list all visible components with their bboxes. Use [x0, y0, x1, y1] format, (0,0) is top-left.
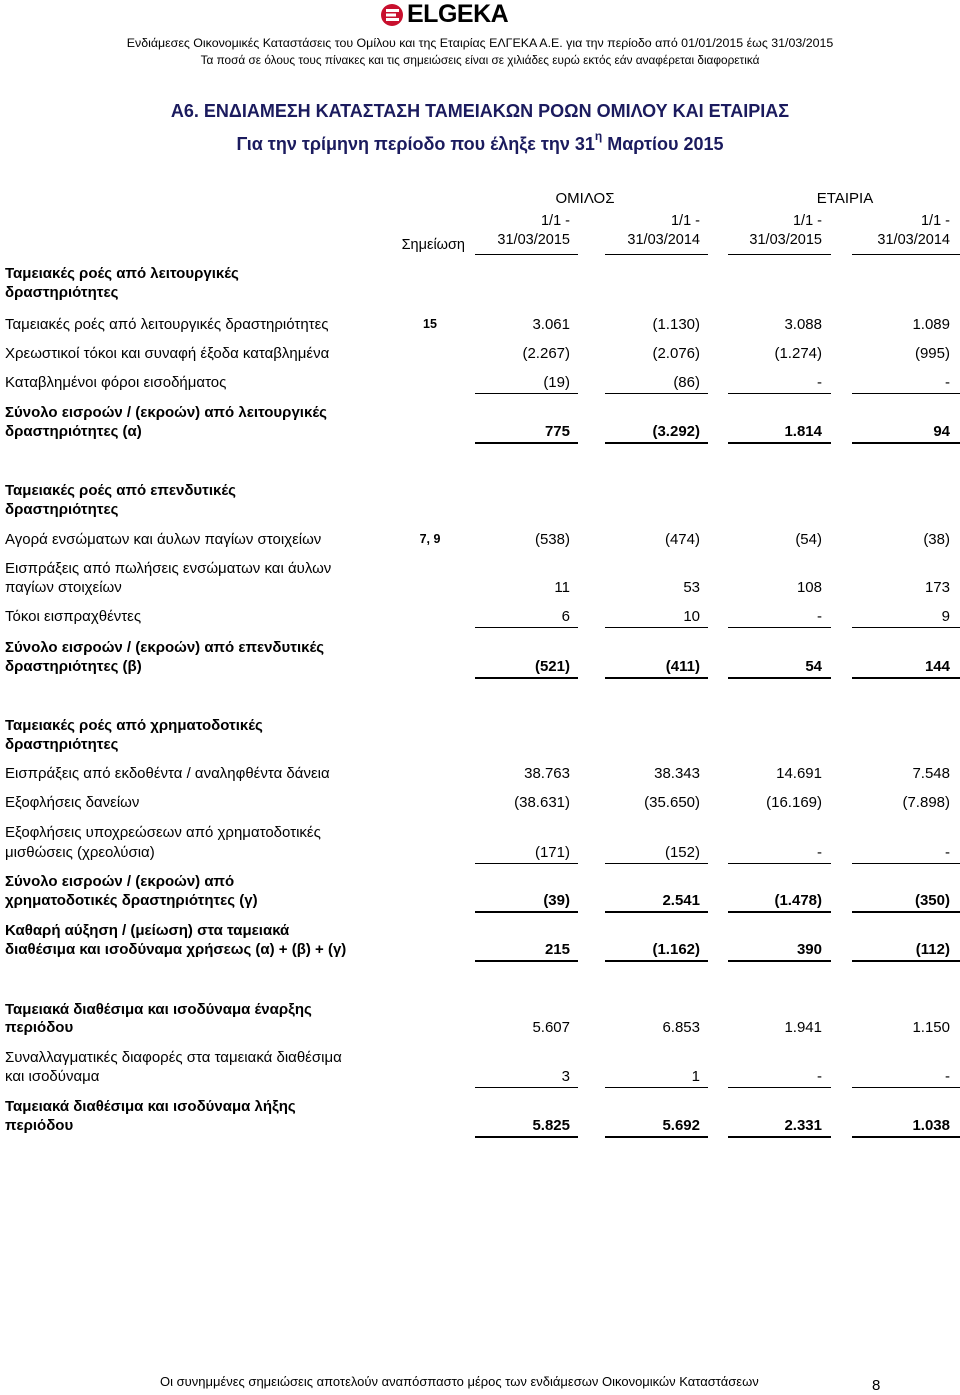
row-value-c2: (411) [665, 658, 700, 675]
page-footer: Οι συνημμένες σημειώσεις αποτελούν αναπόσπαστο μέρος των ενδιάμεσων Οικονομικών Καταστάσεων [160, 1374, 759, 1389]
row-value-c2: (1.130) [652, 316, 700, 333]
row-value-c3: 390 [796, 941, 822, 958]
row-label: Σύνολο εισροών / (εκροών) από λειτουργικές [5, 404, 327, 421]
subtotal-line-c4 [852, 863, 960, 864]
row-value-c1: (19) [543, 374, 570, 391]
subtotal-line-c4 [852, 393, 960, 394]
row-label: δραστηριότητες (α) [5, 423, 142, 440]
row-value-c1: (538) [534, 531, 570, 548]
row-value-c3: 3.088 [784, 316, 822, 333]
document-header-line-2: Τα ποσά σε όλους τους πίνακες και τις σημειώσεις είναι σε χιλιάδες ευρώ εκτός εάν αναφέρεται διαφορετικά [200, 53, 760, 67]
row-label: και ισοδύναμα [5, 1068, 100, 1085]
row-value-c3: (54) [795, 531, 822, 548]
row-value-c1: (171) [534, 844, 570, 861]
row-value-c3: 54 [805, 658, 822, 675]
section-heading-financing-line2: δραστηριότητες [5, 736, 119, 753]
subtotal-line-c4 [852, 1087, 960, 1088]
row-label: περιόδου [5, 1117, 74, 1134]
total-line-c4 [852, 442, 960, 444]
group-header-etairia: ΕΤΑΙΡΙΑ [816, 190, 874, 207]
col4-header-underline [852, 254, 960, 255]
row-label: Ταμειακές ροές από λειτουργικές δραστηριότητες [5, 316, 329, 333]
subtotal-line-c3 [728, 863, 831, 864]
subtotal-line-c3 [728, 1087, 831, 1088]
row-value-c1: 3 [561, 1068, 570, 1085]
row-value-c4: - [945, 844, 950, 861]
total-line-c1 [475, 1136, 578, 1138]
row-value-c2: 5.692 [662, 1117, 700, 1134]
row-label: Καταβλημένοι φόροι εισοδήματος [5, 374, 227, 391]
row-value-c4: (38) [923, 531, 950, 548]
row-label: Τόκοι εισπραχθέντες [5, 608, 142, 625]
total-line-c3 [728, 911, 831, 913]
row-value-c1: 5.825 [532, 1117, 570, 1134]
subtotal-line-c2 [605, 863, 708, 864]
row-value-c2: 53 [683, 579, 700, 596]
section-heading-investing-line1: Ταμειακές ροές από επενδυτικές [5, 482, 236, 499]
row-value-c3: 14.691 [776, 765, 822, 782]
col2-header-line1: 1/1 - [670, 213, 700, 229]
subtotal-line-c1 [475, 393, 578, 394]
page-subtitle: Για την τρίμηνη περίοδο που έληξε την $31^\eta$ Μαρτίου 2015 [236, 129, 724, 154]
total-line-c1 [475, 911, 578, 913]
row-value-c4: 1.150 [912, 1019, 950, 1036]
elgeka-logo-mark-icon [380, 3, 404, 27]
row-value-c2: (2.076) [652, 345, 700, 362]
total-line-c4 [852, 1136, 960, 1138]
row-label: Εξοφλήσεις υποχρεώσεων από χρηματοδοτικές [5, 824, 321, 841]
elgeka-logo [380, 0, 520, 28]
row-label: Εξοφλήσεις δανείων [5, 794, 140, 811]
row-value-c4: (995) [914, 345, 950, 362]
row-label: Χρεωστικοί τόκοι και συναφή έξοδα καταβλημένα [5, 345, 330, 362]
row-value-c2: (35.650) [644, 794, 700, 811]
row-value-c3: 1.814 [784, 423, 822, 440]
row-value-c1: 38.763 [524, 765, 570, 782]
total-line-c1 [475, 442, 578, 444]
row-value-c2: (3.292) [652, 423, 700, 440]
row-value-c2: (152) [664, 844, 700, 861]
row-label: δραστηριότητες (β) [5, 658, 142, 675]
subtotal-line-c2 [605, 393, 708, 394]
row-value-c3: 2.331 [784, 1117, 822, 1134]
row-value-c4: (112) [915, 941, 950, 958]
total-line-c3 [728, 1136, 831, 1138]
row-value-c3: - [817, 1068, 822, 1085]
row-value-c4: (350) [914, 892, 950, 909]
logo-text: ELGEKA [407, 0, 509, 28]
col3-header-underline [728, 254, 831, 255]
col2-header-underline [605, 254, 708, 255]
page-title: A6. ΕΝΔΙΑΜΕΣΗ ΚΑΤΑΣΤΑΣΗ ΤΑΜΕΙΑΚΩΝ ΡΟΩΝ ΟΜΙΛΟΥ ΚΑΙ ΕΤΑΙΡΙΑΣ [170, 101, 790, 121]
row-value-c1: (521) [534, 658, 570, 675]
total-line-c2 [605, 677, 708, 679]
row-value-c1: 3.061 [532, 316, 570, 333]
col1-header-underline [475, 254, 578, 255]
subtotal-line-c2 [605, 1087, 708, 1088]
row-label: Εισπράξεις από εκδοθέντα / αναληφθέντα δάνεια [5, 765, 330, 782]
row-value-c4: (7.898) [902, 794, 950, 811]
col1-header-line1: 1/1 - [540, 213, 570, 229]
total-line-c1 [475, 960, 578, 962]
col2-header-line2: 31/03/2014 [627, 232, 700, 248]
section-heading-investing-line2: δραστηριότητες [5, 501, 119, 518]
row-value-c4: - [945, 374, 950, 391]
row-label: Καθαρή αύξηση / (μείωση) στα ταμειακά [5, 922, 290, 939]
total-line-c4 [852, 960, 960, 962]
total-line-c4 [852, 677, 960, 679]
row-value-c1: 215 [544, 941, 570, 958]
row-note: 7, 9 [419, 532, 441, 546]
total-line-c3 [728, 442, 831, 444]
row-label: μισθώσεις (χρεολύσια) [5, 844, 155, 861]
col1-header-line2: 31/03/2015 [497, 232, 570, 248]
row-label: χρηματοδοτικές δραστηριότητες (γ) [5, 892, 258, 909]
total-line-c2 [605, 960, 708, 962]
col3-header-line1: 1/1 - [792, 213, 822, 229]
group-header-omilos: ΟΜΙΛΟΣ [555, 190, 615, 207]
section-heading-operating-line1: Ταμειακές ροές από λειτουργικές [5, 265, 239, 282]
col3-header-line2: 31/03/2015 [749, 232, 822, 248]
total-line-c3 [728, 960, 831, 962]
row-value-c2: 2.541 [662, 892, 700, 909]
document-header-line-1: Ενδιάμεσες Οικονομικές Καταστάσεις του Ομίλου και της Εταιρίας ΕΛΓΕΚΑ Α.Ε. για την περίοδο από 01/01/2015 έως 31/03/2015 [126, 36, 834, 50]
subtotal-line-c2 [605, 627, 708, 628]
row-value-c3: 108 [796, 579, 822, 596]
note-column-header: Σημείωση [401, 237, 465, 253]
row-label: παγίων στοιχείων [5, 579, 122, 596]
row-value-c1: (39) [543, 892, 570, 909]
row-value-c4: 7.548 [912, 765, 950, 782]
section-heading-financing-line1: Ταμειακές ροές από χρηματοδοτικές [5, 717, 263, 734]
row-value-c3: (1.478) [774, 892, 822, 909]
total-line-c4 [852, 911, 960, 913]
total-line-c1 [475, 677, 578, 679]
row-value-c2: (1.162) [652, 941, 700, 958]
row-label: Σύνολο εισροών / (εκροών) από [5, 873, 235, 890]
row-label: Ταμειακά διαθέσιμα και ισοδύναμα λήξης [5, 1098, 296, 1115]
row-value-c1: 6 [561, 608, 570, 625]
subtotal-line-c3 [728, 627, 831, 628]
section-heading-operating-line2: δραστηριότητες [5, 284, 119, 301]
row-label: Αγορά ενσώματων και άυλων παγίων στοιχείων [5, 531, 322, 548]
page-number: 8 [872, 1377, 881, 1394]
row-label: Ταμειακά διαθέσιμα και ισοδύναμα έναρξης [5, 1001, 312, 1018]
row-value-c2: (474) [664, 531, 700, 548]
total-line-c2 [605, 1136, 708, 1138]
subtotal-line-c1 [475, 627, 578, 628]
row-value-c4: 1.089 [912, 316, 950, 333]
total-line-c3 [728, 677, 831, 679]
row-value-c2: (86) [673, 374, 700, 391]
row-value-c3: - [817, 844, 822, 861]
row-value-c3: (1.274) [774, 345, 822, 362]
row-value-c1: 775 [544, 423, 570, 440]
row-value-c2: 10 [683, 608, 700, 625]
row-value-c4: 173 [924, 579, 950, 596]
row-value-c1: 11 [554, 579, 570, 596]
row-label: περιόδου [5, 1019, 74, 1036]
row-value-c4: 9 [941, 608, 950, 625]
row-label: διαθέσιμα και ισοδύναμα χρήσεως (α) + (β) + (γ) [5, 941, 347, 958]
subtotal-line-c4 [852, 627, 960, 628]
row-value-c2: 38.343 [654, 765, 700, 782]
row-note: 15 [423, 317, 437, 331]
row-label: Σύνολο εισροών / (εκροών) από επενδυτικές [5, 639, 325, 656]
row-value-c1: (2.267) [522, 345, 570, 362]
row-label: Εισπράξεις από πωλήσεις ενσώματων και άυλων [5, 560, 332, 577]
row-value-c3: 1.941 [784, 1019, 822, 1036]
row-value-c3: (16.169) [766, 794, 822, 811]
row-value-c3: - [817, 374, 822, 391]
col4-header-line1: 1/1 - [920, 213, 950, 229]
row-value-c1: (38.631) [514, 794, 570, 811]
row-value-c3: - [817, 608, 822, 625]
subtotal-line-c3 [728, 393, 831, 394]
subtotal-line-c1 [475, 863, 578, 864]
row-value-c4: - [945, 1068, 950, 1085]
row-value-c4: 94 [933, 423, 950, 440]
total-line-c2 [605, 911, 708, 913]
row-value-c1: 5.607 [532, 1019, 570, 1036]
row-value-c4: 144 [924, 658, 950, 675]
total-line-c2 [605, 442, 708, 444]
row-value-c2: 6.853 [662, 1019, 700, 1036]
row-value-c4: 1.038 [912, 1117, 950, 1134]
subtotal-line-c1 [475, 1087, 578, 1088]
row-label: Συναλλαγματικές διαφορές στα ταμειακά διαθέσιμα [5, 1049, 342, 1066]
col4-header-line2: 31/03/2014 [877, 232, 950, 248]
row-value-c2: 1 [691, 1068, 700, 1085]
